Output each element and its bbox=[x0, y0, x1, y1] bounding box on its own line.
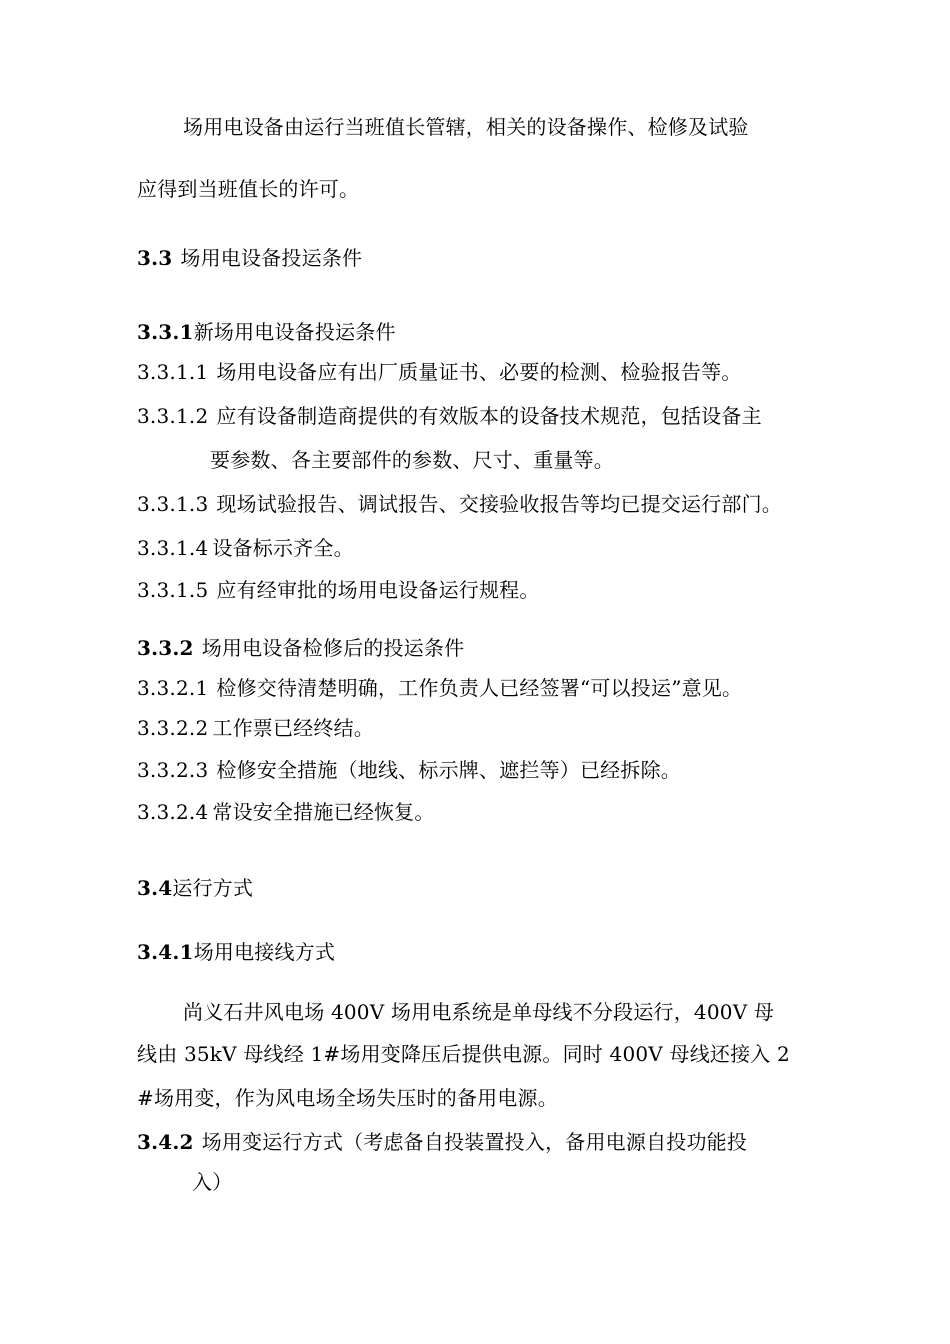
list-item bbox=[137, 716, 374, 740]
list-item bbox=[137, 676, 742, 700]
section-number: 3.3.1 bbox=[137, 320, 194, 344]
section-heading-3-3 bbox=[137, 246, 362, 270]
item-number: 3.3.2.2 bbox=[137, 716, 209, 740]
section-title: 运行方式 bbox=[172, 876, 254, 900]
section-heading-3-4 bbox=[137, 876, 253, 900]
paragraph-line: 线由 35kV 母线经 1#场用变降压后提供电源。同时 400V 母线还接入 2 bbox=[137, 1042, 790, 1066]
section-heading-3-4-1 bbox=[137, 940, 335, 964]
list-item bbox=[137, 492, 782, 516]
section-heading-3-4-2 bbox=[137, 1130, 747, 1154]
list-item bbox=[137, 758, 681, 782]
section-title: 场用电接线方式 bbox=[193, 940, 336, 964]
list-item bbox=[137, 536, 354, 560]
section-number: 3.4 bbox=[137, 876, 173, 900]
section-number: 3.4.1 bbox=[137, 940, 194, 964]
section-title: 场用电设备检修后的投运条件 bbox=[201, 636, 465, 660]
paragraph-line: #场用变，作为风电场全场失压时的备用电源。 bbox=[137, 1086, 558, 1110]
section-title: 新场用电设备投运条件 bbox=[193, 320, 396, 344]
item-number: 3.3.2.4 bbox=[137, 800, 209, 824]
section-title-continuation: 入） bbox=[192, 1170, 233, 1194]
section-heading-3-3-2 bbox=[137, 636, 464, 660]
item-text: 应有设备制造商提供的有效版本的设备技术规范，包括设备主 bbox=[216, 404, 762, 428]
item-text: 应有经审批的场用电设备运行规程。 bbox=[216, 578, 540, 602]
item-text: 检修安全措施（地线、标示牌、遮拦等）已经拆除。 bbox=[216, 758, 681, 782]
section-title: 场用变运行方式（考虑备自投装置投入，备用电源自投功能投 bbox=[201, 1130, 748, 1154]
item-number: 3.3.1.5 bbox=[137, 578, 209, 602]
paragraph-line: 尚义石井风电场 400V 场用电系统是单母线不分段运行，400V 母 bbox=[183, 1000, 775, 1024]
section-heading-3-3-1 bbox=[137, 320, 396, 344]
item-text: 常设安全措施已经恢复。 bbox=[212, 800, 435, 824]
item-number: 3.3.1.1 bbox=[137, 360, 209, 384]
paragraph-line: 应得到当班值长的许可。 bbox=[137, 177, 360, 201]
list-item-continuation: 要参数、各主要部件的参数、尺寸、重量等。 bbox=[210, 448, 614, 472]
section-title: 场用电设备投运条件 bbox=[180, 246, 363, 270]
section-number: 3.3.2 bbox=[137, 636, 194, 660]
section-number: 3.3 bbox=[137, 246, 173, 270]
list-item bbox=[137, 404, 762, 428]
item-text: 工作票已经终结。 bbox=[212, 716, 374, 740]
list-item bbox=[137, 578, 540, 602]
item-text: 现场试验报告、调试报告、交接验收报告等均已提交运行部门。 bbox=[216, 492, 782, 516]
item-number: 3.3.2.3 bbox=[137, 758, 209, 782]
item-text: 检修交待清楚明确，工作负责人已经签署“可以投运”意见。 bbox=[216, 676, 743, 700]
item-number: 3.3.2.1 bbox=[137, 676, 209, 700]
item-number: 3.3.1.4 bbox=[137, 536, 209, 560]
item-number: 3.3.1.2 bbox=[137, 404, 209, 428]
paragraph-line: 场用电设备由运行当班值长管辖，相关的设备操作、检修及试验 bbox=[183, 115, 749, 139]
item-text: 场用电设备应有出厂质量证书、必要的检测、检验报告等。 bbox=[216, 360, 742, 384]
item-text: 设备标示齐全。 bbox=[212, 536, 354, 560]
section-number: 3.4.2 bbox=[137, 1130, 194, 1154]
list-item bbox=[137, 360, 742, 384]
list-item bbox=[137, 800, 435, 824]
item-number: 3.3.1.3 bbox=[137, 492, 209, 516]
